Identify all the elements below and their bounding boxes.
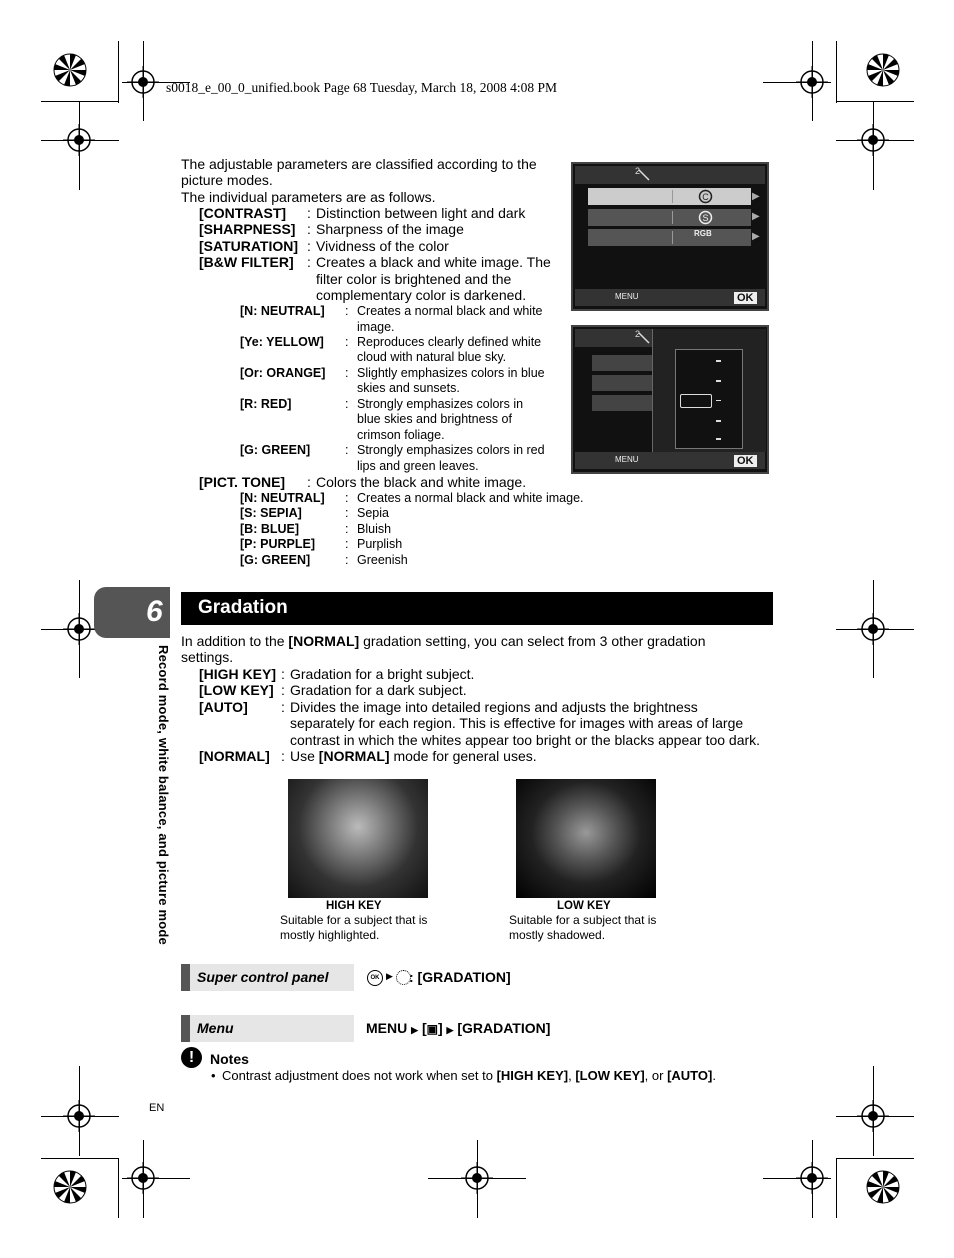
panel-label-text: Menu bbox=[197, 1020, 234, 1036]
tone-sep: : bbox=[345, 506, 349, 520]
camera-menu-screen-1 bbox=[571, 162, 769, 311]
pict-tone-desc: Colors the black and white image. bbox=[316, 474, 527, 490]
chapter-number: 6 bbox=[146, 595, 163, 628]
gradation-sep: : bbox=[281, 699, 285, 715]
warning-icon: ! bbox=[181, 1047, 202, 1068]
wrench-icon bbox=[637, 329, 651, 345]
arrow-right-icon: ▶ bbox=[411, 1025, 419, 1035]
super-control-command: : [GRADATION] bbox=[409, 969, 511, 985]
pict-tone-sep: : bbox=[307, 474, 311, 490]
photo-desc: Suitable for a subject that is bbox=[280, 913, 428, 927]
menu-back-label: MENU bbox=[615, 292, 639, 301]
notes-text: Contrast adjustment does not work when set to [HIGH KEY], [LOW KEY], or [AUTO]. bbox=[222, 1068, 716, 1083]
gradation-sep: : bbox=[281, 682, 285, 698]
tone-desc: Greenish bbox=[357, 553, 408, 567]
param-desc: Creates a black and white image. The bbox=[316, 254, 551, 270]
contrast-row bbox=[588, 188, 751, 205]
tone-key: [P: PURPLE] bbox=[240, 537, 315, 551]
gradation-desc: Divides the image into detailed regions and adjusts the brightness bbox=[290, 699, 698, 715]
photo-desc: mostly shadowed. bbox=[509, 928, 606, 942]
book-info-header: s0018_e_00_0_unified.book Page 68 Tuesday, March 18, 2008 4:08 PM bbox=[166, 80, 557, 95]
tone-key: [G: GREEN] bbox=[240, 553, 311, 567]
section-title: Gradation bbox=[198, 597, 288, 618]
param-desc: filter color is brightened and the bbox=[316, 271, 512, 287]
filter-sep: : bbox=[345, 335, 349, 349]
arrow-right-icon: ▶ bbox=[446, 1025, 454, 1035]
filter-desc: lips and green leaves. bbox=[357, 459, 479, 473]
high-key-photo bbox=[288, 779, 428, 898]
filter-key: [Or: ORANGE] bbox=[240, 366, 326, 380]
gradation-desc: contrast in which the whites appear too bright or the blacks appear too dark. bbox=[290, 732, 761, 748]
ok-badge: OK bbox=[734, 292, 757, 304]
param-desc: Sharpness of the image bbox=[316, 221, 464, 237]
gradation-key: [AUTO] bbox=[199, 699, 248, 715]
gradation-desc: separately for each region. This is effective for images with areas of large bbox=[290, 715, 744, 731]
photo-caption: HIGH KEY bbox=[326, 900, 382, 912]
menu-label bbox=[181, 1015, 354, 1042]
tab-number: 2 bbox=[635, 166, 641, 176]
tone-key: [S: SEPIA] bbox=[240, 506, 302, 520]
menu-command: MENU ▶ [▣] ▶ [GRADATION] bbox=[366, 1020, 551, 1036]
menu-back-label: MENU bbox=[615, 455, 639, 464]
panel-label-text: Super control panel bbox=[197, 969, 329, 985]
filter-desc: Strongly emphasizes colors in bbox=[357, 397, 524, 411]
filter-key: [G: GREEN] bbox=[240, 443, 311, 457]
side-title-text: Record mode, white balance, and picture mode bbox=[156, 645, 171, 945]
filter-sep: : bbox=[345, 397, 349, 411]
svg-text:C: C bbox=[702, 192, 709, 202]
super-control-panel-label bbox=[181, 964, 354, 991]
gradation-desc: Gradation for a bright subject. bbox=[290, 666, 475, 682]
param-desc: Distinction between light and dark bbox=[316, 205, 526, 221]
filter-desc: Creates a normal black and white bbox=[357, 304, 543, 318]
menu-word: MENU bbox=[366, 1020, 408, 1036]
chapter-side-title bbox=[155, 645, 173, 970]
tone-desc: Purplish bbox=[357, 537, 403, 551]
language-tag: EN bbox=[149, 1102, 165, 1114]
param-key: [SATURATION] bbox=[199, 238, 299, 254]
tone-sep: : bbox=[345, 537, 349, 551]
arrow-right-icon: ▶ bbox=[752, 211, 760, 222]
filter-sep: : bbox=[345, 304, 349, 318]
gradation-desc: Use [NORMAL] mode for general uses. bbox=[290, 748, 537, 764]
filter-sep: : bbox=[345, 366, 349, 380]
filter-sep: : bbox=[345, 443, 349, 457]
photo-desc: mostly highlighted. bbox=[280, 928, 380, 942]
level-scale bbox=[675, 349, 743, 449]
gradation-key: [LOW KEY] bbox=[199, 682, 274, 698]
contrast-icon bbox=[698, 189, 713, 204]
param-sep: : bbox=[307, 238, 311, 254]
arrow-right-icon: ▶ bbox=[752, 191, 760, 202]
notes-bullet: • bbox=[211, 1068, 216, 1083]
chapter-tab bbox=[94, 587, 170, 638]
gradation-intro: In addition to the [NORMAL] gradation setting, you can select from 3 other gradation bbox=[181, 633, 706, 649]
param-desc: Vividness of the color bbox=[316, 238, 449, 254]
svg-text:S: S bbox=[702, 213, 709, 223]
gradation-intro-2: settings. bbox=[181, 649, 234, 665]
intro-line-1: The adjustable parameters are classified according to the bbox=[181, 156, 537, 172]
tone-key: [B: BLUE] bbox=[240, 522, 300, 536]
filter-desc: blue skies and brightness of bbox=[357, 412, 512, 426]
gradation-key: [NORMAL] bbox=[199, 748, 270, 764]
filter-desc: cloud with natural blue sky. bbox=[357, 350, 507, 364]
photo-caption: LOW KEY bbox=[557, 900, 611, 912]
tone-sep: : bbox=[345, 491, 349, 505]
filter-key: [R: RED] bbox=[240, 397, 292, 411]
notes-title: Notes bbox=[210, 1051, 249, 1067]
saturation-row bbox=[588, 229, 751, 246]
tone-desc: Creates a normal black and white image. bbox=[357, 491, 584, 505]
gradation-sep: : bbox=[281, 666, 285, 682]
section-header bbox=[181, 592, 773, 625]
sharpness-row bbox=[588, 209, 751, 226]
ok-button-icon: OK bbox=[367, 970, 383, 986]
tab-number: 2 bbox=[635, 329, 641, 339]
sharpness-icon bbox=[698, 210, 713, 225]
filter-desc: crimson foliage. bbox=[357, 428, 445, 442]
ok-badge: OK bbox=[734, 455, 757, 467]
camera-icon: ▣ bbox=[426, 1022, 438, 1036]
tone-desc: Sepia bbox=[357, 506, 389, 520]
tone-desc: Bluish bbox=[357, 522, 392, 536]
intro-line-3: The individual parameters are as follows. bbox=[181, 189, 436, 205]
filter-desc: Reproduces clearly defined white bbox=[357, 335, 542, 349]
pict-tone-key: [PICT. TONE] bbox=[199, 474, 286, 490]
rgb-label: RGB bbox=[694, 229, 712, 238]
param-key: [B&W FILTER] bbox=[199, 254, 294, 270]
param-sep: : bbox=[307, 205, 311, 221]
gradation-desc: Gradation for a dark subject. bbox=[290, 682, 467, 698]
tone-sep: : bbox=[345, 522, 349, 536]
camera-menu-screen-2 bbox=[571, 325, 769, 474]
filter-desc: image. bbox=[357, 320, 395, 334]
gradation-key: [HIGH KEY] bbox=[199, 666, 276, 682]
filter-key: [Ye: YELLOW] bbox=[240, 335, 324, 349]
gradation-sep: : bbox=[281, 748, 285, 764]
tone-sep: : bbox=[345, 553, 349, 567]
param-desc: complementary color is darkened. bbox=[316, 287, 527, 303]
arrow-right-icon: ▶ bbox=[752, 231, 760, 242]
tone-key: [N: NEUTRAL] bbox=[240, 491, 325, 505]
filter-key: [N: NEUTRAL] bbox=[240, 304, 325, 318]
intro-line-2: picture modes. bbox=[181, 172, 273, 188]
param-key: [SHARPNESS] bbox=[199, 221, 296, 237]
filter-desc: skies and sunsets. bbox=[357, 381, 460, 395]
filter-desc: Strongly emphasizes colors in red bbox=[357, 443, 545, 457]
filter-desc: Slightly emphasizes colors in blue bbox=[357, 366, 545, 380]
low-key-photo bbox=[516, 779, 656, 898]
param-key: [CONTRAST] bbox=[199, 205, 287, 221]
photo-desc: Suitable for a subject that is bbox=[509, 913, 657, 927]
param-sep: : bbox=[307, 221, 311, 237]
wrench-icon bbox=[637, 166, 651, 182]
param-sep: : bbox=[307, 254, 311, 270]
arrow-right-icon: ▶ bbox=[386, 971, 393, 981]
